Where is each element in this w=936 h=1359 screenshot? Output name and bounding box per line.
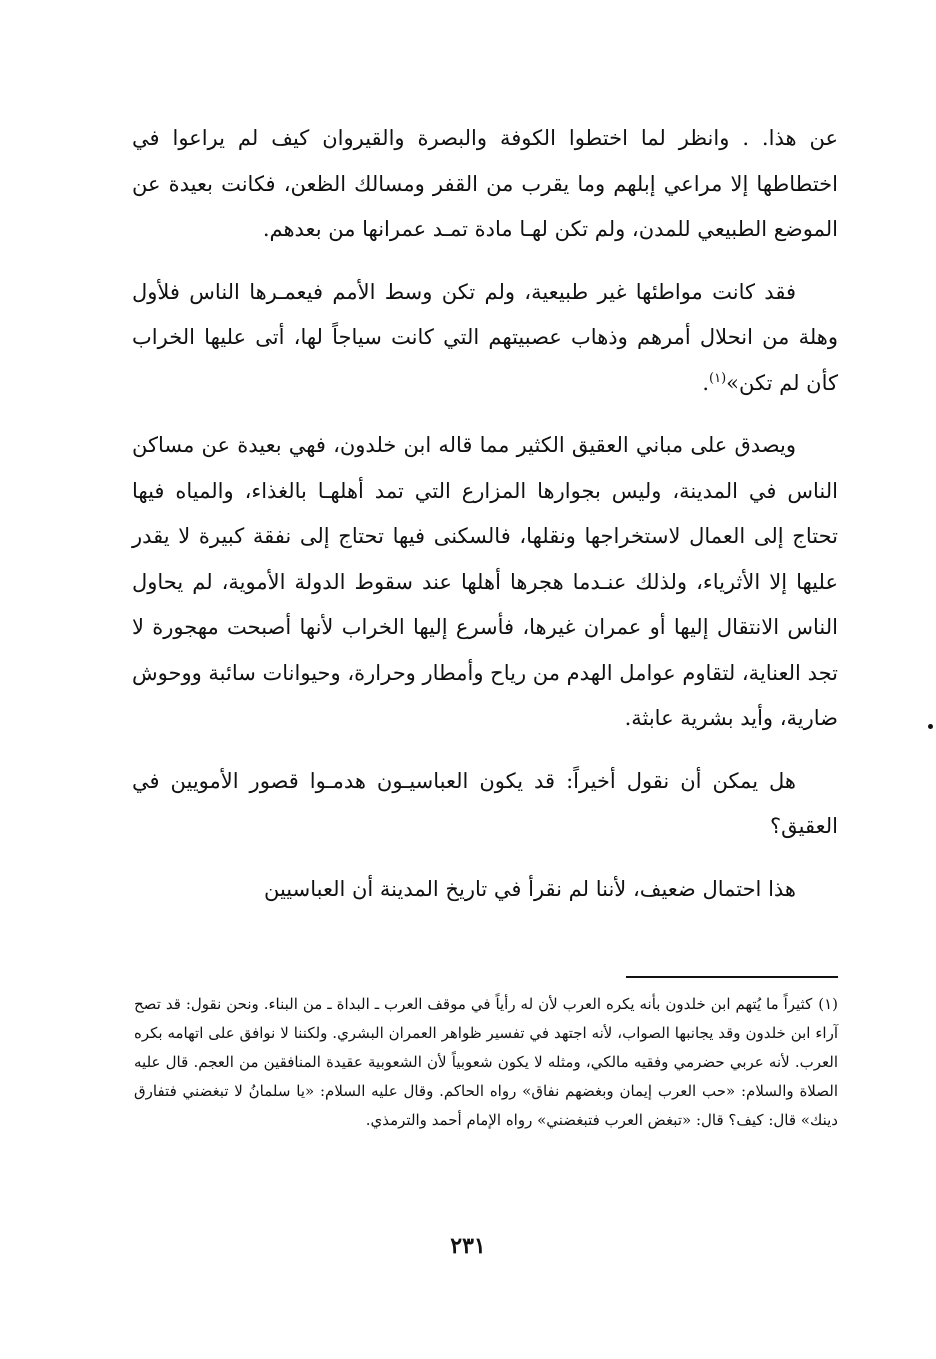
- paragraph-4: هل يمكن أن نقول أخيراً: قد يكون العباسيـون هدمـوا قصور الأمويين في العقيق؟: [132, 768, 838, 838]
- footnote-reference: (١): [709, 370, 727, 386]
- paragraph-2: [132, 270, 838, 407]
- paragraph-2-text: فقد كانت مواطئها غير طبيعية، ولم تكن وسط الأمم فيعمـرها الناس فلأول وهلة من انحلال أمرهم وذهاب عصبيتهم التي كانت سياجاً لها، أتى عليها الخراب كأن لم تكن»: [132, 279, 838, 395]
- footnote-text: كثيراً ما يُتهم ابن خلدون بأنه يكره العرب لأن له رأياً في موقف العرب ـ البداة ـ من البناء. ونحن نقول: قد تصح آراء ابن خلدون وقد يجانبها الصواب، لأنه اجتهد في تفسير ظواهر العمران البشري. ولكننا لا نوافق على اتهامه بكره العرب. لأنه عربي حضرمي وفقيه مالكي، ومثله لا يكون شعوبياً لأن الشعوبية عقيدة المنافقين من العجم. قال عليه الصلاة والسلام: «حب العرب إيمان وبغضهم نفاق» رواه الحاكم. وقال عليه السلام: «يا سلمانُ لا تبغضني فتفارق دينك» قال: كيف؟ قال: «تبغض العرب فتبغضني» رواه الإمام أحمد والترمذي.: [134, 995, 838, 1129]
- paragraph-1: عن هذا. . وانظر لما اختطوا الكوفة والبصرة والقيروان كيف لم يراعوا في اختطاطها إلا مراعي إبلهم وما يقرب من القفر ومسالك الظعن، فكانت بعيدة عن الموضع الطبيعي للمدن، ولم تكن لهـا مادة تمـد عمرانها من بعدهم.: [132, 126, 838, 241]
- footnote: [134, 990, 838, 1135]
- scan-speck: [928, 724, 933, 729]
- paragraph-3: ويصدق على مباني العقيق الكثير مما قاله ابن خلدون، فهي بعيدة عن مساكن الناس في المدينة، وليس بجوارها المزارع التي تمد أهلهـا بالغذاء، والمياه فيها تحتاج إلى العمال لاستخراجها ونقلها، فالسكنى فيها تحتاج إلى نفقة كبيرة لا يقدر عليها إلا الأثرياء، ولذلك عنـدما هجرها أهلها عند سقوط الدولة الأموية، لم يحاول الناس الانتقال إليها أو عمران غيرها، فأسرع إليها الخراب لأنها أصبحت مهجورة لا تجد العناية، لتقاوم عوامل الهدم من رياح وأمطار وحرارة، وحيوانات سائبة ووحوش ضارية، وأيد بشرية عابثة.: [131, 433, 838, 730]
- main-text: [132, 116, 838, 929]
- footnote-number: (١): [818, 995, 838, 1013]
- paragraph-5: هذا احتمال ضعيف، لأننا لم نقرأ في تاريخ المدينة أن العباسيين: [263, 876, 796, 901]
- page-number: ٢٣١: [450, 1233, 486, 1259]
- paragraph-2-end: .: [702, 370, 710, 395]
- footnote-divider: [626, 976, 838, 978]
